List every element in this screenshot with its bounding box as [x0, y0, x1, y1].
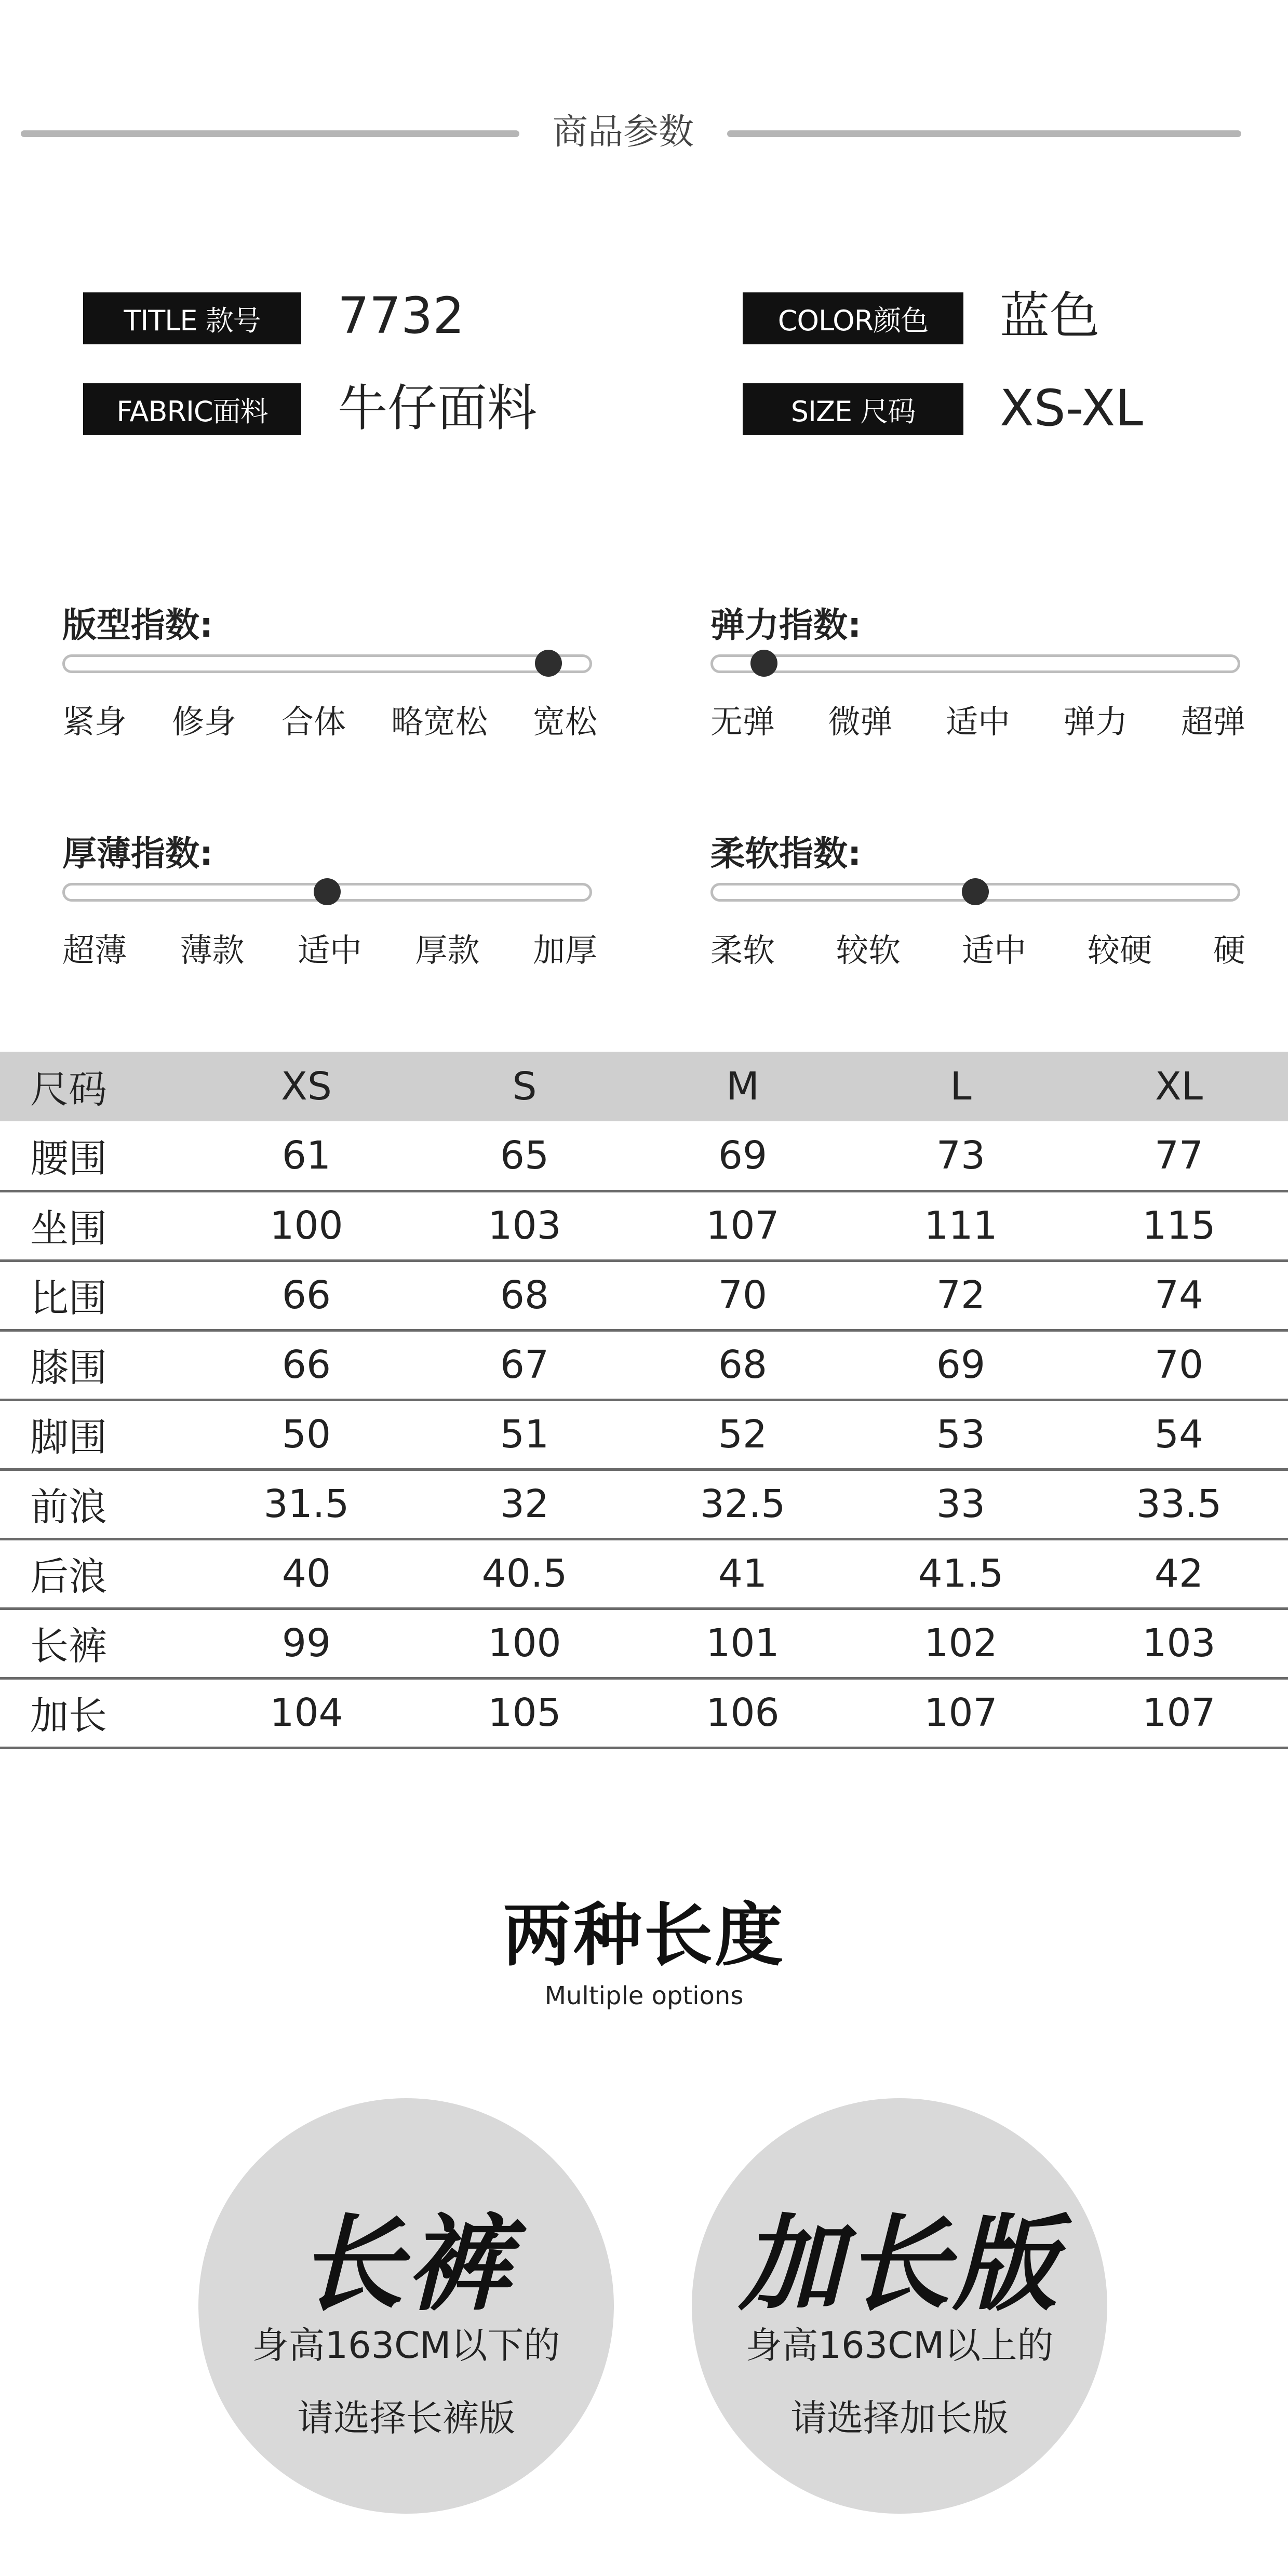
- fabric-tag: FABRIC面料: [83, 383, 301, 435]
- table-cell: 107: [1070, 1678, 1288, 1748]
- table-cell: 66: [197, 1260, 415, 1330]
- table-row: [0, 1260, 1288, 1330]
- option-name: 加长版: [739, 2204, 1060, 2325]
- table-row: [0, 1678, 1288, 1748]
- fit-scale-knob: [535, 650, 562, 677]
- table-cell: 105: [415, 1678, 634, 1748]
- table-cell: 100: [197, 1191, 415, 1260]
- scale-label: 超弹: [1180, 703, 1245, 741]
- scale-label: 超薄: [62, 931, 127, 969]
- row-label: 坐围: [0, 1191, 197, 1260]
- scale-label: 微弹: [828, 703, 893, 741]
- softness-scale: [710, 826, 1251, 982]
- lengths-title: 两种长度: [503, 1896, 785, 1976]
- table-cell: 32.5: [634, 1469, 852, 1539]
- table-cell: 66: [197, 1330, 415, 1400]
- table-cell: 40.5: [415, 1539, 634, 1608]
- header-divider-left: [21, 130, 519, 137]
- table-cell: 32: [415, 1469, 634, 1539]
- table-cell: 73: [852, 1121, 1070, 1191]
- stretch-scale-knob: [750, 650, 777, 677]
- table-cell: 42: [1070, 1539, 1288, 1608]
- scale-label: 无弹: [710, 703, 775, 741]
- table-header-cell: S: [512, 1064, 537, 1109]
- table-cell: 53: [852, 1400, 1070, 1469]
- table-row: [0, 1608, 1288, 1678]
- scale-label: 合体: [281, 703, 346, 741]
- table-row: [0, 1191, 1288, 1260]
- table-row: [0, 1121, 1288, 1191]
- scale-label: 适中: [961, 931, 1026, 969]
- lengths-subtitle: Multiple options: [544, 1981, 744, 2010]
- size-tag: SIZE 尺码: [743, 383, 963, 435]
- title-value: 7732: [338, 287, 465, 345]
- thickness-scale-labels: [62, 924, 597, 971]
- table-cell: 101: [634, 1608, 852, 1678]
- stretch-scale: [710, 597, 1251, 753]
- fit-scale: [62, 597, 602, 753]
- fit-scale-title: 版型指数:: [62, 605, 213, 645]
- table-cell: 68: [634, 1330, 852, 1400]
- table-header-cell: M: [726, 1064, 759, 1109]
- table-cell: 33.5: [1070, 1469, 1288, 1539]
- scale-label: 硬: [1213, 931, 1245, 969]
- stretch-scale-track: [710, 654, 1240, 673]
- size-value: XS-XL: [1000, 379, 1143, 437]
- section-header: [0, 0, 1288, 270]
- table-cell: 103: [1070, 1608, 1288, 1678]
- table-cell: 31.5: [197, 1469, 415, 1539]
- table-row: [0, 1400, 1288, 1469]
- table-cell: 41: [634, 1539, 852, 1608]
- fit-scale-labels: [62, 696, 597, 742]
- table-cell: 40: [197, 1539, 415, 1608]
- table-cell: 51: [415, 1400, 634, 1469]
- table-header-cell: XS: [281, 1064, 332, 1109]
- table-cell: 99: [197, 1608, 415, 1678]
- table-cell: 104: [197, 1678, 415, 1748]
- table-header-cell: XL: [1155, 1064, 1203, 1109]
- table-cell: 115: [1070, 1191, 1288, 1260]
- extended-length-option: [692, 2098, 1107, 2514]
- softness-scale-title: 柔软指数:: [710, 834, 862, 874]
- color-value: 蓝色: [1000, 287, 1099, 345]
- title-tag: TITLE 款号: [83, 292, 301, 344]
- fit-scale-track: [62, 654, 592, 673]
- row-label: 前浪: [0, 1469, 197, 1539]
- table-cell: 107: [852, 1678, 1070, 1748]
- table-cell: 33: [852, 1469, 1070, 1539]
- option-name: 长裤: [299, 2204, 513, 2325]
- row-label: 加长: [0, 1678, 197, 1748]
- table-row: [0, 1330, 1288, 1400]
- table-cell: 74: [1070, 1260, 1288, 1330]
- row-label: 脚围: [0, 1400, 197, 1469]
- thickness-scale: [62, 826, 602, 982]
- table-cell: 72: [852, 1260, 1070, 1330]
- row-label: 膝围: [0, 1330, 197, 1400]
- scale-label: 宽松: [532, 703, 597, 741]
- table-cell: 65: [415, 1121, 634, 1191]
- table-cell: 67: [415, 1330, 634, 1400]
- fabric-value: 牛仔面料: [338, 379, 537, 437]
- section-title: 商品参数: [552, 112, 694, 153]
- table-cell: 68: [415, 1260, 634, 1330]
- scale-label: 较硬: [1087, 931, 1152, 969]
- table-cell: 52: [634, 1400, 852, 1469]
- softness-scale-labels: [710, 924, 1245, 971]
- table-row: [0, 1469, 1288, 1539]
- table-header-cell: 尺码: [30, 1067, 107, 1112]
- stretch-scale-title: 弹力指数:: [710, 605, 862, 645]
- scale-label: 适中: [297, 931, 362, 969]
- table-cell: 69: [634, 1121, 852, 1191]
- table-cell: 50: [197, 1400, 415, 1469]
- row-label: 腰围: [0, 1121, 197, 1191]
- scale-label: 柔软: [710, 931, 775, 969]
- table-row: [0, 1539, 1288, 1608]
- table-cell: 61: [197, 1121, 415, 1191]
- row-label: 比围: [0, 1260, 197, 1330]
- softness-scale-knob: [962, 878, 989, 905]
- size-table: [0, 1052, 1288, 1749]
- option-line-2: 请选择长裤版: [297, 2397, 515, 2439]
- thickness-scale-knob: [314, 878, 341, 905]
- scale-label: 弹力: [1063, 703, 1128, 741]
- table-cell: 54: [1070, 1400, 1288, 1469]
- scale-label: 加厚: [532, 931, 597, 969]
- table-cell: 41.5: [852, 1539, 1070, 1608]
- row-label: 长裤: [0, 1608, 197, 1678]
- stretch-scale-labels: [710, 696, 1245, 742]
- table-cell: 69: [852, 1330, 1070, 1400]
- scale-label: 较软: [836, 931, 901, 969]
- scale-label: 薄款: [180, 931, 245, 969]
- table-cell: 111: [852, 1191, 1070, 1260]
- table-cell: 106: [634, 1678, 852, 1748]
- table-cell: 100: [415, 1608, 634, 1678]
- table-cell: 102: [852, 1608, 1070, 1678]
- table-cell: 70: [634, 1260, 852, 1330]
- table-header-cell: L: [950, 1064, 972, 1109]
- header-divider-right: [727, 130, 1241, 137]
- thickness-scale-title: 厚薄指数:: [62, 834, 213, 874]
- option-line-1: 身高163CM以上的: [745, 2324, 1054, 2367]
- table-cell: 107: [634, 1191, 852, 1260]
- scale-label: 厚款: [415, 931, 480, 969]
- table-cell: 103: [415, 1191, 634, 1260]
- scale-label: 适中: [945, 703, 1010, 741]
- regular-length-option: [198, 2098, 614, 2514]
- scale-label: 略宽松: [391, 703, 488, 741]
- scale-label: 紧身: [62, 703, 127, 741]
- option-line-2: 请选择加长版: [790, 2397, 1009, 2439]
- option-line-1: 身高163CM以下的: [252, 2324, 560, 2367]
- table-cell: 77: [1070, 1121, 1288, 1191]
- table-cell: 70: [1070, 1330, 1288, 1400]
- table-header-row: [0, 1052, 1288, 1121]
- scale-label: 修身: [171, 703, 236, 741]
- color-tag: COLOR颜色: [743, 292, 963, 344]
- row-label: 后浪: [0, 1539, 197, 1608]
